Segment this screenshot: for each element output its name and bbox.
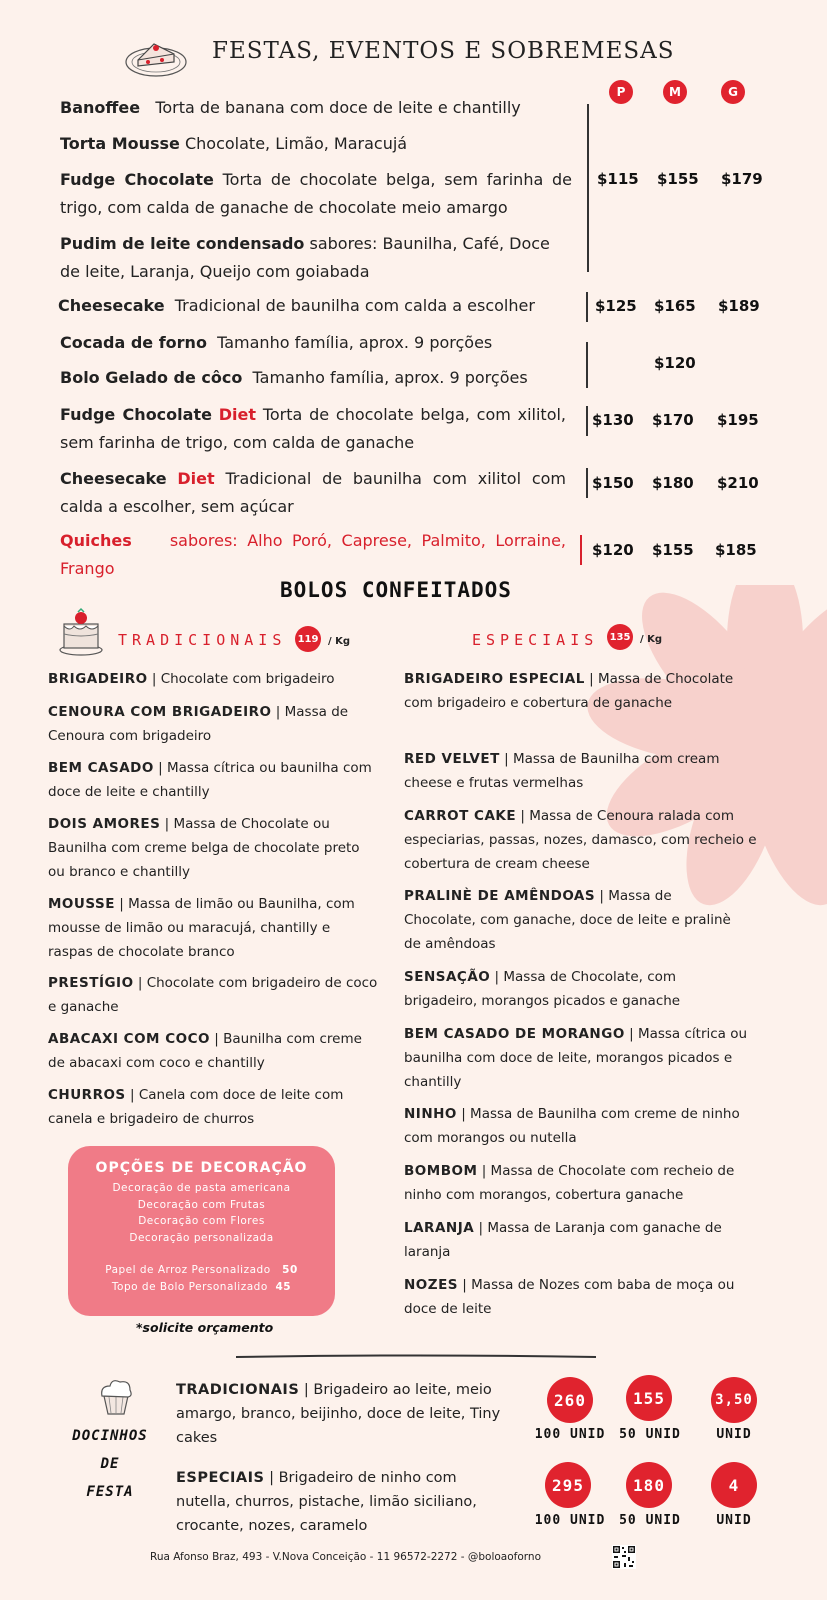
- unit-label: UNID: [716, 1513, 752, 1528]
- price-badge-tradicionais: 119: [295, 626, 321, 652]
- cake-slice-icon: [124, 32, 188, 78]
- price-g: $189: [718, 297, 760, 315]
- price-divider: [586, 406, 588, 436]
- cake-item: BRIGADEIRO ESPECIAL | Massa de Chocolate com brigadeiro e cobertura de ganache: [404, 671, 734, 711]
- price-divider: [586, 342, 588, 388]
- cake-item: NOZES | Massa de Nozes com baba de moça ou doce de leite: [404, 1277, 735, 1317]
- price-g: $210: [717, 474, 759, 492]
- docinhos-label: [56, 1422, 164, 1506]
- unit-label: 100 UNID: [534, 1427, 606, 1442]
- cake-item: MOUSSE | Massa de limão ou Baunilha, com mousse de limão ou maracujá, chantilly e raspas de chocolate branco: [48, 896, 355, 960]
- price-m: $155: [657, 170, 699, 188]
- section-divider: [236, 1354, 596, 1360]
- price-circle: 180: [626, 1462, 672, 1508]
- cake-item: LARANJA | Massa de Laranja com ganache de laranja: [404, 1220, 722, 1260]
- dessert-item: Pudim de leite condensado sabores: Baunilha, Café, Doce de leite, Laranja, Queijo com goiabada: [60, 234, 550, 281]
- footer-address: Rua Afonso Braz, 493 - V.Nova Conceição - 11 96572-2272 - @boloaoforno: [150, 1551, 541, 1563]
- dessert-item: Banoffee Torta de banana com doce de leite e chantilly: [60, 98, 521, 117]
- dessert-item: Fudge Chocolate Torta de chocolate belga, sem farinha de trigo, com calda de ganache de chocolate meio amargo: [60, 170, 573, 217]
- decoration-options-box: [68, 1146, 335, 1316]
- unit-label: 50 UNID: [619, 1513, 681, 1528]
- price-divider: [587, 104, 589, 272]
- price-circle: 4: [711, 1462, 757, 1508]
- docinhos-label-line: FESTA: [86, 1484, 134, 1500]
- docinhos-label-line: DE: [100, 1456, 120, 1472]
- docinhos-especiais: ESPECIAIS | Brigadeiro de ninho com nutella, churros, pistache, limão siciliano, crocante, nozes, caramelo: [176, 1470, 477, 1534]
- decoration-option: Decoração com Flores: [138, 1215, 265, 1227]
- price-p: $115: [597, 170, 639, 188]
- cake-item: DOIS AMORES | Massa de Chocolate ou Baunilha com creme belga de chocolate preto ou branco e chantilly: [48, 816, 360, 880]
- cake-item: PRESTÍGIO | Chocolate com brigadeiro de coco e ganache: [48, 975, 378, 1015]
- price-circle: 295: [545, 1462, 591, 1508]
- cake-item: ABACAXI COM COCO | Baunilha com creme de abacaxi com coco e chantilly: [48, 1031, 362, 1071]
- dessert-item: Bolo Gelado de côco Tamanho família, aprox. 9 porções: [60, 368, 528, 387]
- cake-item: RED VELVET | Massa de Baunilha com cream cheese e frutas vermelhas: [404, 751, 720, 791]
- price-divider: [586, 468, 588, 498]
- price-m: $155: [652, 541, 694, 559]
- price-g: $185: [715, 541, 757, 559]
- cake-item: BEM CASADO DE MORANGO | Massa cítrica ou baunilha com doce de leite, morangos picados e chantilly: [404, 1026, 748, 1090]
- cake-item: NINHO | Massa de Baunilha com creme de ninho com morangos ou nutella: [404, 1106, 740, 1146]
- cake-item: PRALINÈ DE AMÊNDOAS | Massa de Chocolate, com ganache, doce de leite e pralinè de amêndoas: [404, 888, 731, 952]
- tradicionais-label: TRADICIONAIS: [118, 631, 287, 649]
- size-badge-m: M: [663, 80, 687, 104]
- decoration-option: Decoração personalizada: [129, 1231, 274, 1244]
- dessert-item: Torta Mousse Chocolate, Limão, Maracujá: [60, 134, 408, 153]
- price-circle: 3,50: [711, 1377, 757, 1423]
- price-p: $130: [592, 411, 634, 429]
- section-title-bolos: BOLOS CONFEITADOS: [280, 578, 512, 602]
- size-badge-p: P: [609, 80, 633, 104]
- page-title: FESTAS, EVENTOS E SOBREMESAS: [212, 38, 675, 64]
- quote-note: *solicite orçamento: [136, 1320, 274, 1335]
- especiais-label: ESPECIAIS: [472, 631, 599, 649]
- unit-label: / Kg: [328, 636, 351, 647]
- price-p: $120: [592, 541, 634, 559]
- price-divider: [586, 292, 588, 322]
- decoration-extra: Topo de Bolo Personalizado 45: [111, 1280, 292, 1293]
- cake-item: BEM CASADO | Massa cítrica ou baunilha com doce de leite e chantilly: [48, 760, 372, 800]
- cake-item: CARROT CAKE | Massa de Cenoura ralada com especiarias, passas, nozes, damasco, com recheio e cobertura de cream cheese: [404, 808, 757, 872]
- decoration-option: Decoração de pasta americana: [112, 1182, 291, 1194]
- cake-item: BRIGADEIRO | Chocolate com brigadeiro: [48, 671, 335, 687]
- cake-item: SENSAÇÃO | Massa de Chocolate, com brigadeiro, morangos picados e ganache: [404, 969, 681, 1009]
- unit-label: 50 UNID: [619, 1427, 681, 1442]
- cupcake-icon: [96, 1376, 136, 1416]
- unit-label: UNID: [716, 1427, 752, 1442]
- dessert-item: Cocada de forno Tamanho família, aprox. 9 porções: [60, 333, 493, 352]
- cake-item: CENOURA COM BRIGADEIRO | Massa de Cenoura com brigadeiro: [48, 704, 349, 744]
- price-divider: [580, 535, 582, 565]
- price-m: $180: [652, 474, 694, 492]
- dessert-item: Cheesecake Diet Tradicional de baunilha com xilitol com calda a escolher, sem açúcar: [60, 469, 567, 516]
- price-m: $165: [654, 297, 696, 315]
- decoration-extra: Papel de Arroz Personalizado 50: [105, 1264, 298, 1276]
- unit-label: 100 UNID: [534, 1513, 606, 1528]
- qr-code-icon: [612, 1545, 636, 1569]
- size-badge-g: G: [721, 80, 745, 104]
- price-circle: 260: [547, 1377, 593, 1423]
- decoration-title: OPÇÕES DE DECORAÇÃO: [95, 1160, 308, 1176]
- decoration-option: Decoração com Frutas: [137, 1198, 266, 1211]
- unit-label: / Kg: [640, 634, 663, 645]
- dessert-item: Quiches sabores: Alho Poró, Caprese, Palmito, Lorraine, Frango: [60, 531, 567, 578]
- cake-icon: [58, 606, 104, 656]
- price-p: $150: [592, 474, 634, 492]
- price-single: $120: [654, 354, 696, 372]
- dessert-item: Fudge Chocolate Diet Torta de chocolate belga, com xilitol, sem farinha de trigo, com calda de ganache: [60, 405, 567, 452]
- price-badge-especiais: 135: [607, 624, 633, 650]
- price-g: $179: [721, 170, 763, 188]
- docinhos-label-line: DOCINHOS: [72, 1428, 148, 1444]
- price-m: $170: [652, 411, 694, 429]
- cake-item: CHURROS | Canela com doce de leite com canela e brigadeiro de churros: [48, 1087, 344, 1127]
- cake-item: BOMBOM | Massa de Chocolate com recheio de ninho com morangos, cobertura ganache: [404, 1163, 735, 1203]
- price-g: $195: [717, 411, 759, 429]
- docinhos-tradicionais: TRADICIONAIS | Brigadeiro ao leite, meio amargo, branco, beijinho, doce de leite, Tiny cakes: [176, 1382, 501, 1446]
- price-p: $125: [595, 297, 637, 315]
- price-circle: 155: [626, 1375, 672, 1421]
- dessert-item: Cheesecake Tradicional de baunilha com calda a escolher: [58, 296, 535, 315]
